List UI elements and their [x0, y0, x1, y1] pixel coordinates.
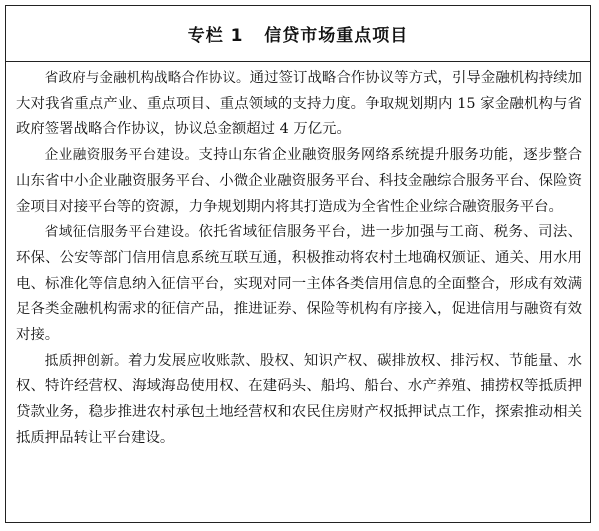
paragraph-heading: 省域征信服务平台建设。 [44, 224, 199, 241]
paragraph-body: 支持山东省企业融资服务网络系统提升服务功能，逐步整合山东省中小企业融资服务平台、小微企业融资服务平台、科技金融综合服务平台、保险资金项目对接平台等的资源，力争规划期内将其打造成为全省性企业综合融资服务平台。 [16, 147, 582, 215]
paragraph-body: 着力发展应收账款、股权、知识产权、碳排放权、排污权、节能量、水权、特许经营权、海域海岛使用权、在建码头、船坞、船台、水产养殖、捕捞权等抵质押贷款业务，稳步推进农村承包土地经营权和农民住房财产权抵押试点工作，探索推动相关抵质押品转让平台建设。 [16, 352, 582, 446]
paragraph-heading: 省政府与金融机构战略合作协议。 [44, 70, 250, 86]
paragraph-heading: 企业融资服务平台建设。 [44, 147, 199, 164]
paragraph-credit-platform [16, 220, 582, 349]
paragraph-heading: 抵质押创新。 [44, 352, 128, 369]
box-title: 专栏 1 信贷市场重点项目 [187, 26, 409, 46]
paragraph-strategic-cooperation [16, 66, 582, 143]
paragraph-body: 依托省域征信服务平台，进一步加强与工商、税务、司法、环保、公安等部门信用信息系统互联互通，积极推动将农村土地确权颁证、通关、用水用电、标准化等信息纳入征信平台，实现对同一主体各类信用信息的全面整合，形成有效满足各类金融机构需求的征信产品，推进证券、保险等机构有序接入，促进信用与融资有效对接。 [16, 224, 582, 344]
feature-box [5, 5, 591, 523]
paragraph-financing-platform [16, 143, 582, 220]
paragraph-body: 通过签订战略合作协议等方式，引导金融机构持续加大对我省重点产业、重点项目、重点领域的支持力度。争取规划期内 15 家金融机构与省政府签署战略合作协议，协议总金额超过 4 万亿元。 [16, 70, 582, 138]
content-area [16, 66, 582, 452]
title-row [6, 6, 590, 62]
paragraph-collateral-innovation [16, 349, 582, 452]
